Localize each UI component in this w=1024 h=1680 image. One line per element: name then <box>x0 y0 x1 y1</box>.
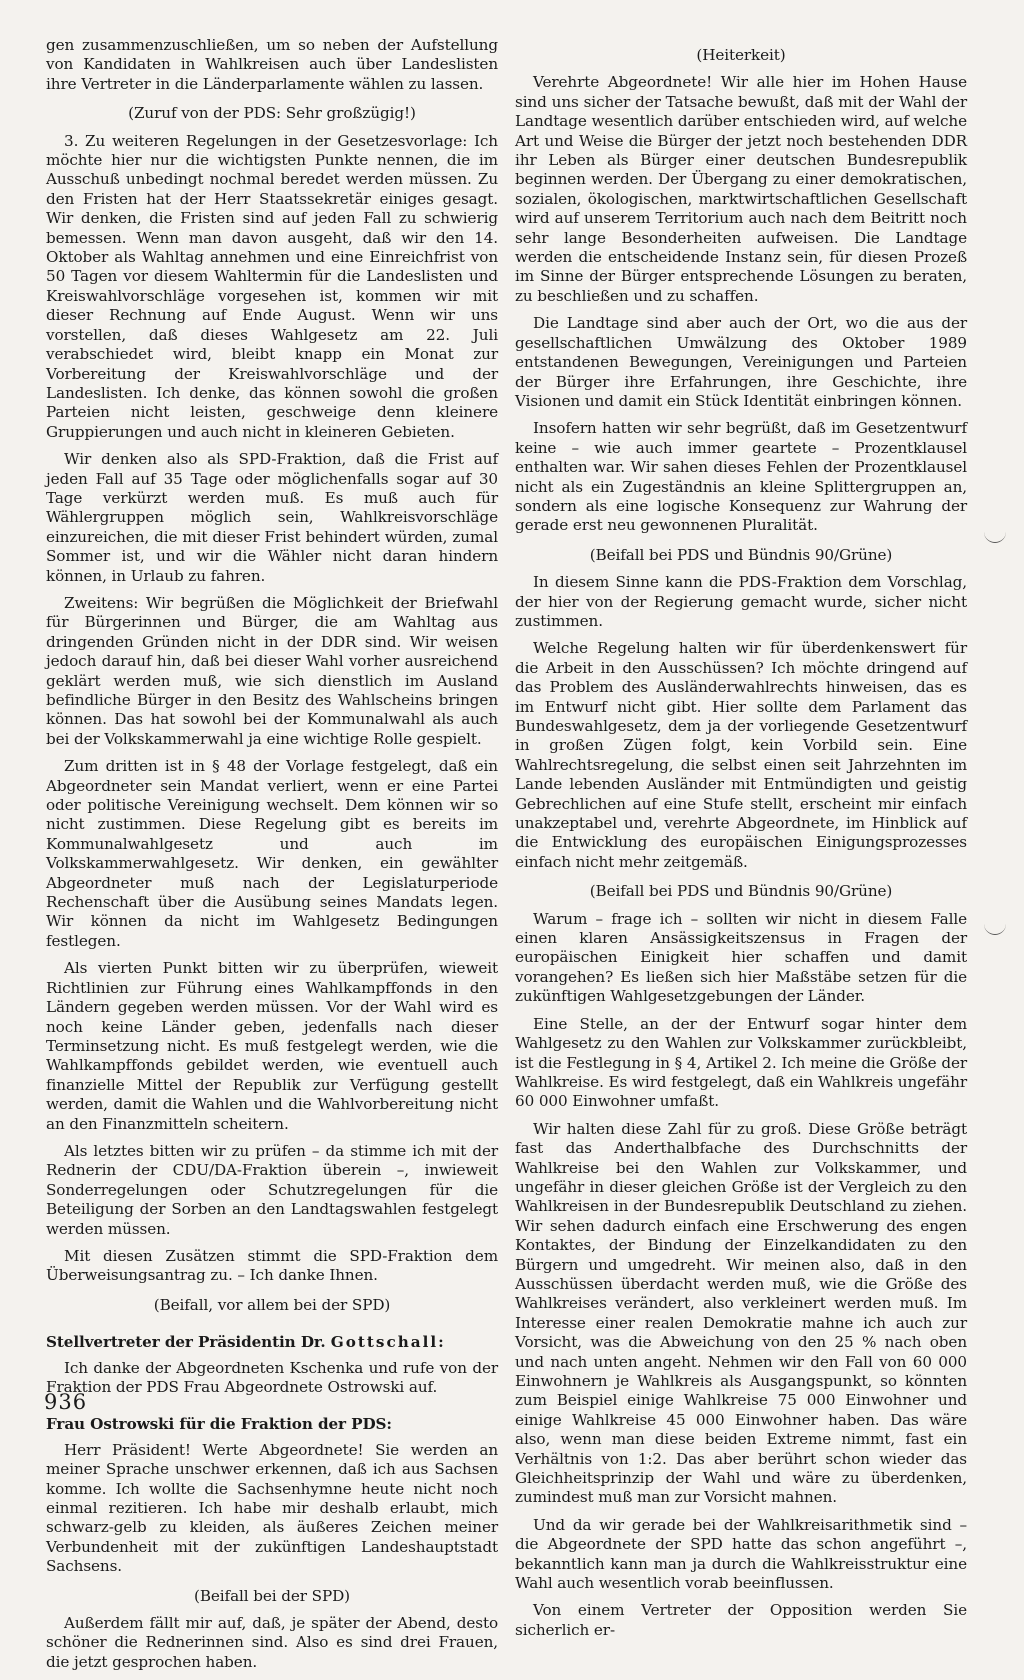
right-column <box>515 36 967 1648</box>
speaker-heading <box>46 1333 498 1352</box>
paragraph: Wir denken also als SPD-Fraktion, daß die Frist auf jeden Fall auf 35 Tage oder möglichenfalls sogar auf 30 Tage verkürzt werden muß. Es muß auch für Wählergruppen möglich sein, Wahlkreisvorschläge einzureichen, die mit dieser Frist behindert würden, zumal Sommer ist, und wir die Wähler nicht daran hindern können, in Urlaub zu fahren. <box>46 450 498 585</box>
interjection: (Zuruf von der PDS: Sehr großzügig!) <box>128 104 416 123</box>
paragraph: Außerdem fällt mir auf, daß, je später der Abend, desto schöner die Rednerinnen sind. Also es sind drei Frauen, die jetzt gesprochen haben. <box>46 1614 498 1671</box>
paragraph: Als letztes bitten wir zu prüfen – da stimme ich mit der Rednerin der CDU/DA-Fraktion überein –, inwieweit Sonderregelungen oder Schutzregelungen für die Beteiligung der Sorben an den Landtagswahlen festgelegt werden müssen. <box>46 1141 498 1238</box>
speaker-name-prefix: Stellvertreter der Präsidentin Dr. <box>46 1333 331 1352</box>
paragraph: Welche Regelung halten wir für überdenkenswert für die Arbeit in den Ausschüssen? Ich möchte dringend auf das Problem des Ausländerwahlrechts hinweisen, das es im Entwurf nicht gibt. Hier sollte dem Parlament das Bundeswahlgesetz, dem ja der vorliegende Gesetzentwurf in großen Zügen folgt, kein Vorbild sein. Eine Wahlrechtsregelung, die selbst einen seit Jahrzehnten im Lande lebenden Ausländer mit Entmündigten und geistig Gebrechlichen auf eine Stufe stellt, erscheint mir einfach unakzeptabel und, verehrte Abgeordnete, im Hinblick auf die Entwicklung des europäischen Einigungsprozesses einfach nicht mehr zeitgemäß. <box>515 639 967 871</box>
left-column <box>46 36 498 1680</box>
paragraph: Von einem Vertreter der Opposition werden Sie sicherlich er- <box>515 1601 967 1639</box>
paragraph: Eine Stelle, an der der Entwurf sogar hinter dem Wahlgesetz zu den Wahlen zur Volkskammer zurückbleibt, ist die Festlegung in § 4, Artikel 2. Ich meine die Größe der Wahlkreise. Es wird festgelegt, daß ein Wahlkreis ungefähr 60 000 Einwohner umfaßt. <box>515 1014 967 1111</box>
interjection: (Beifall bei PDS und Bündnis 90/Grüne) <box>589 545 893 564</box>
margin-mark <box>984 532 1006 543</box>
paragraph: Mit diesen Zusätzen stimmt die SPD-Fraktion dem Überweisungsantrag zu. – Ich danke Ihnen. <box>46 1246 498 1285</box>
paragraph: Als vierten Punkt bitten wir zu überprüfen, wieweit Richtlinien zur Führung eines Wahlkampffonds in den Ländern gegeben werden müssen. Vor der Wahl wird es noch keine Länder geben, jedenfalls nach dieser Terminsetzung nicht. Es muß festgelegt werden, wie die Wahlkampffonds gebildet werden, wie eventuell auch finanzielle Mittel der Republik zur Verfügung gestellt werden, damit die Wahlen und die Wahlvorbereitung nicht an den Finanzmitteln scheitern. <box>46 959 498 1133</box>
paragraph: 3. Zu weiteren Regelungen in der Gesetzesvorlage: Ich möchte hier nur die wichtigsten Punkte nennen, die im Ausschuß unbedingt nochmal beredet werden müssen. Zu den Fristen hat der Herr Staatssekretär einiges gesagt. Wir denken, die Fristen sind auf jeden Fall zu schwierig bemessen. Wenn man davon ausgeht, daß wir den 14. Oktober als Wahltag annehmen und eine Einreichfrist von 50 Tagen vor diesem Wahltermin für die Landeslisten und Kreiswahlvorschläge vorgesehen ist, kommen wir mit dieser Rechnung auf Ende August. Wenn wir uns vorstellen, daß dieses Wahlgesetz am 22. Juli verabschiedet wird, bleibt knapp ein Monat zur Vorbereitung der Kreiswahlvorschläge und der Landeslisten. Ich denke, das können sowohl die großen Parteien nicht leisten, geschweige denn kleinere Gruppierungen und auch nicht in kleineren Gebieten. <box>46 131 498 441</box>
paragraph: Herr Präsident! Werte Abgeordnete! Sie werden an meiner Sprache unschwer erkennen, daß ich aus Sachsen komme. Ich wollte die Sachsenhymne heute nicht noch einmal rezitieren. Ich habe mir deshalb erlaubt, mich schwarz-gelb zu kleiden, als äußeres Zeichen meiner Verbundenheit mit der zukünftigen Landeshauptstadt Sachsens. <box>46 1440 498 1576</box>
paragraph: Warum – frage ich – sollten wir nicht in diesem Falle einen klaren Ansässigkeitszensus in Fragen der europäischen Einigkeit hier schaffen und damit vorangehen? Es ließen sich hier Maßstäbe setzen für die zukünftigen Wahlgesetzgebungen der Länder. <box>515 909 967 1006</box>
paragraph-continued: gen zusammenzuschließen, um so neben der Aufstellung von Kandidaten in Wahlkreisen auch über Landeslisten ihre Vertreter in die Länderparlamente wählen zu lassen. <box>46 36 498 93</box>
speaker-heading <box>46 1415 498 1434</box>
margin-mark <box>984 924 1006 935</box>
paragraph: Die Landtage sind aber auch der Ort, wo die aus der gesellschaftlichen Umwälzung des Oktober 1989 entstandenen Bewegungen, Vereinigungen und Parteien der Bürger ihre Erfahrungen, ihre Geschichte, ihre Visionen und damit ein Stück Identität einbringen können. <box>515 314 967 410</box>
paragraph: Und da wir gerade bei der Wahlkreisarithmetik sind – die Abgeordnete der SPD hatte das schon angeführt –, bekanntlich kann man ja durch die Wahlkreisstruktur eine Wahl auch wesentlich vorab beeinflussen. <box>515 1515 967 1593</box>
page-number: 936 <box>44 1390 88 1414</box>
interjection: (Beifall bei PDS und Bündnis 90/Grüne) <box>589 882 893 901</box>
paragraph: Zum dritten ist in § 48 der Vorlage festgelegt, daß ein Abgeordneter sein Mandat verliert, wenn er eine Partei oder politische Vereinigung wechselt. Dem können wir so nicht zustimmen. Diese Regelung gibt es bereits im Kommunalwahlgesetz und auch im Volkskammerwahlgesetz. Wir denken, ein gewählter Abgeordneter muß nach der Legislaturperiode Rechenschaft über die Ausübung seines Mandats legen. Wir können da nicht im Wahlgesetz Bedingungen festlegen. <box>46 757 498 950</box>
speaker-name-prefix: Frau Ostrowski für die Fraktion der PDS: <box>46 1415 392 1434</box>
paragraph: Verehrte Abgeordnete! Wir alle hier im Hohen Hause sind uns sicher der Tatsache bewußt, daß mit der Wahl der Landtage wesentlich darüber entschieden wird, auf welche Art und Weise die Bürger der jetzt noch bestehenden DDR ihr Leben als Bürger einer deutschen Bundesrepublik beginnen werden. Der Übergang zu einer demokratischen, sozialen, ökologischen, marktwirtschaftlichen Gesellschaft wird auf unserem Territorium auch nach dem Beitritt noch sehr lange Besonderheiten aufweisen. Die Landtage werden die entscheidende Instanz sein, für diesen Prozeß im Sinne der Bürger entsprechende Lösungen zu beraten, zu beschließen und zu schaffen. <box>515 73 967 305</box>
interjection: (Beifall, vor allem bei der SPD) <box>153 1295 391 1314</box>
paragraph: Wir halten diese Zahl für zu groß. Diese Größe beträgt fast das Anderthalbfache des Durchschnitts der Wahlkreise bei den Wahlen zur Volkskammer, und ungefähr in dieser gleichen Größe ist der Vergleich zu den Wahlkreisen in der Bundesrepublik Deutschland zu ziehen. Wir sehen dadurch einfach eine Erschwerung des engen Kontaktes, der Bindung der Einzelkandidaten zu den Bürgern und umgedreht. Wir meinen also, daß in den Ausschüssen überdacht werden muß, wie die Größe des Wahlkreises verändert, also verkleinert werden muß. Im Interesse einer realen Demokratie mahne ich auch zur Vorsicht, was die Abweichung von den 25 % nach oben und nach unten angeht. Nehmen wir den Fall von 60 000 Einwohnern je Wahlkreis als Ausgangspunkt, so könnten zum Beispiel einige Wahlkreise 75 000 Einwohner und einige Wahlkreise 45 000 Einwohner haben. Das wäre also, wenn man diese beiden Extreme nimmt, fast ein Verhältnis von 1:2. Das aber berührt schon wieder das Gleichheitsprinzip der Wahl und wäre zu überdenken, zumindest muß man zur Vorsicht mahnen. <box>515 1119 967 1507</box>
paragraph: Ich danke der Abgeordneten Kschenka und rufe von der Fraktion der PDS Frau Abgeordnete Ostrowski auf. <box>46 1358 498 1396</box>
paragraph: Zweitens: Wir begrüßen die Möglichkeit der Briefwahl für Bürgerinnen und Bürger, die am Wahltag aus dringenden Gründen nicht in der DDR sind. Wir weisen jedoch darauf hin, daß bei dieser Wahl vorher ausreichend geklärt werden muß, wie sich dienstlich im Ausland befindliche Bürger in den Besitz des Wahlscheins bringen können. Das hat sowohl bei der Kommunalwahl als auch bei der Volkskammerwahl ja eine wichtige Rolle gespielt. <box>46 593 498 748</box>
speaker-surname: Gottschall <box>330 1333 439 1352</box>
paragraph: In diesem Sinne kann die PDS-Fraktion dem Vorschlag, der hier von der Regierung gemacht wurde, sicher nicht zustimmen. <box>515 573 967 630</box>
interjection: (Heiterkeit) <box>696 46 786 64</box>
paragraph: Insofern hatten wir sehr begrüßt, daß im Gesetzentwurf keine – wie auch immer geartete – Prozentklausel enthalten war. Wir sahen dieses Fehlen der Prozentklausel nicht als ein Zugeständnis an kleine Splittergruppen an, sondern als eine logische Konsequenz zur Wahrung der gerade erst neu gewonnenen Pluralität. <box>515 419 967 535</box>
speaker-colon: : <box>438 1333 444 1352</box>
interjection: (Beifall bei der SPD) <box>194 1586 350 1605</box>
